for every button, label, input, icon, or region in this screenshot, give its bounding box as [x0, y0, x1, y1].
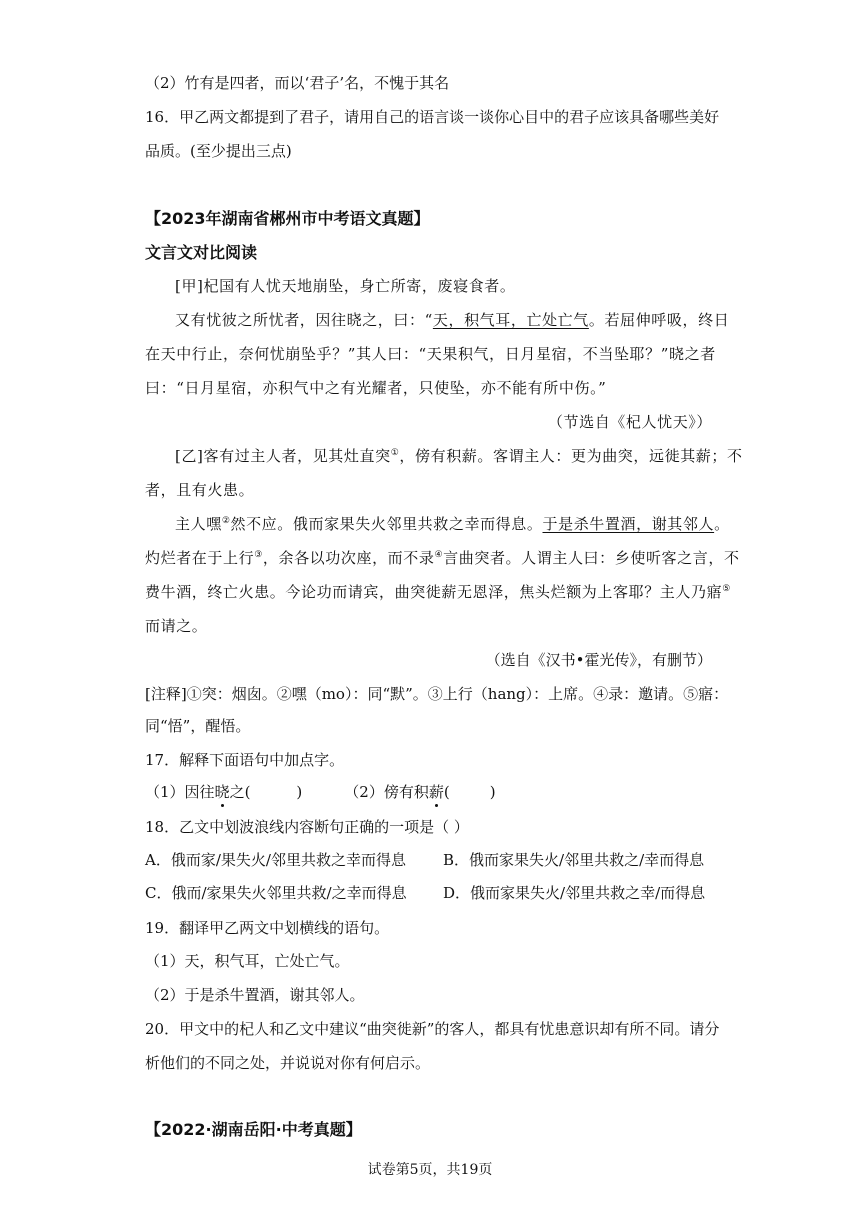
option-a: A．俄而家/果失火/邻里共救之幸而得息	[145, 851, 406, 869]
section-header-2022: 【2022·湖南岳阳·中考真题】	[145, 1120, 362, 1139]
jia-paragraph-1: [甲]杞国有人忧天地崩坠，身亡所寄，废寝食者。	[175, 277, 516, 295]
yi-paragraph-2-line1: 主人嘿②然不应。俄而家果失火邻里共救之幸而得息。于是杀牛置酒，谢其邻人。	[175, 515, 730, 533]
option-c: C．俄而/家果失火邻里共救/之幸而得息	[145, 884, 407, 902]
option-d: D．俄而家果失火/邻里共救之幸/而得息	[443, 884, 706, 902]
jia-source: （节选自《杞人忧天》）	[547, 413, 712, 431]
section-subheader: 文言文对比阅读	[145, 243, 258, 262]
yi-paragraph-2-line3: 费牛酒，终亡火患。今论功而请宾，曲突徙薪无恩泽，焦头烂额为上客耶？主人乃寤⑤	[145, 583, 731, 601]
jia-underlined-sentence: 天，积气耳，亡处亡气	[432, 311, 589, 329]
question-18: 18．乙文中划波浪线内容断句正确的一项是（ ）	[145, 818, 469, 836]
yi-paragraph-1-line1: [乙]客有过主人者，见其灶直突①，傍有积薪。客谓主人：更为曲突，远徙其薪；不	[175, 447, 743, 465]
jia-paragraph-2-line3: 曰：“日月星宿，亦积气中之有光耀者，只使坠，亦不能有所中伤。”	[145, 379, 607, 397]
question-16-line1: 16．甲乙两文都提到了君子，请用自己的语言谈一谈你心目中的君子应该具备哪些美好	[145, 108, 720, 126]
notes-line2: 同“悟”，醒悟。	[145, 717, 251, 735]
yi-underlined-sentence: 于是杀牛置酒，谢其邻人	[542, 515, 715, 533]
yi-paragraph-2-line2: 灼烂者在于上行③，余各以功次座，而不录④言曲突者。人谓主人曰：乡使听客之言，不	[145, 549, 740, 567]
question-19-item2: （2）于是杀牛置酒，谢其邻人。	[145, 986, 365, 1004]
section-header-2023: 【2023年湖南省郴州市中考语文真题】	[145, 209, 430, 228]
question-19-item1: （1）天，积气耳，亡处亡气。	[145, 952, 350, 970]
jia-paragraph-2-line1: 又有忧彼之所忧者，因往晓之，曰：“天，积气耳，亡处亡气。若屈伸呼吸，终日	[175, 311, 730, 329]
question-19: 19．翻译甲乙两文中划横线的语句。	[145, 919, 390, 937]
jia-paragraph-2-line2: 在天中行止，奈何忧崩坠乎？”其人曰：“天果积气，日月星宿，不当坠耶？”晓之者	[145, 345, 716, 363]
item-15-2: （2）竹有是四者，而以‘君子’名，不愧于其名	[145, 74, 450, 92]
question-20-line1: 20．甲文中的杞人和乙文中建议“曲突徙新”的客人，都具有忧患意识却有所不同。请分	[145, 1020, 720, 1038]
page-footer: 试卷第5页，共19页	[367, 1162, 493, 1178]
notes-line1: [注释]①突：烟囱。②嘿（mo）：同“默”。③上行（hang）：上席。④录：邀请。⑤寤：	[145, 685, 729, 703]
option-b: B．俄而家果失火/邻里共救之/幸而得息	[443, 851, 705, 869]
yi-paragraph-1-line2: 者，且有火患。	[145, 481, 255, 499]
yi-paragraph-2-line4: 而请之。	[145, 617, 208, 635]
yi-source: （选自《汉书•霍光传》，有删节）	[485, 651, 712, 669]
question-20-line2: 析他们的不同之处，并说说对你有何启示。	[145, 1054, 431, 1072]
question-16-line2: 品质。(至少提出三点)	[145, 142, 292, 160]
question-17-items: （1）因往晓之( ) （2）傍有积薪( )	[145, 783, 496, 801]
question-17: 17．解释下面语句中加点字。	[145, 751, 345, 769]
